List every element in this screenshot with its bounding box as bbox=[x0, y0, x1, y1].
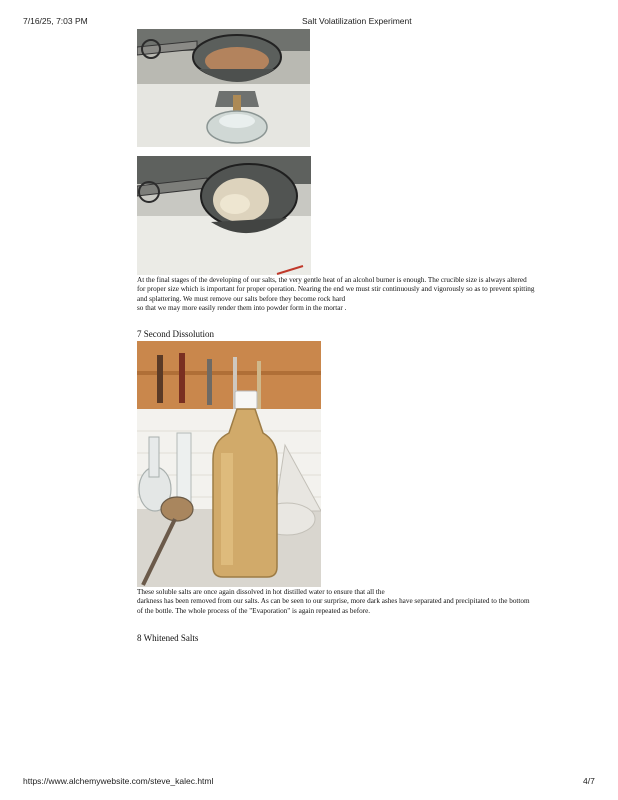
paragraph-soluble-salts bbox=[137, 588, 592, 616]
photo-crucible-on-burner bbox=[137, 29, 310, 147]
paragraph-line: and splattering. We must remove our salts before they become rock hard bbox=[137, 294, 346, 303]
paragraph-final-stages bbox=[137, 276, 592, 313]
print-datetime: 7/16/25, 7:03 PM bbox=[23, 16, 88, 26]
print-page-title: Salt Volatilization Experiment bbox=[302, 16, 412, 26]
paragraph-line: At the final stages of the developing of our salts, the very gentle heat of an alcohol burner is enough. The crucible size is always altered bbox=[137, 276, 527, 284]
print-page-number: 4/7 bbox=[583, 776, 595, 786]
section-heading-second-dissolution: 7 Second Dissolution bbox=[137, 329, 215, 339]
section-heading-whitened-salts: 8 Whitened Salts bbox=[137, 633, 199, 643]
photo-bottle-dissolved-salts bbox=[137, 341, 321, 587]
paragraph-line: of the bottle. The whole process of the "Evaporation" is again repeated as before. bbox=[137, 606, 371, 615]
paragraph-line: for proper size which is important for proper operation. Nearing the end we must stir continuously and vigorously so as to prevent spitting bbox=[137, 285, 535, 294]
paragraph-line: darkness has been removed from our salts. As can be seen to our surprise, more dark ashes have separated and precipitated to the bottom bbox=[137, 597, 530, 606]
paragraph-line: These soluble salts are once again dissolved in hot distilled water to ensure that all the bbox=[137, 588, 385, 596]
paragraph-line: so that we may more easily render them into powder form in the mortar . bbox=[137, 303, 347, 312]
print-page-url: https://www.alchemywebsite.com/steve_kalec.html bbox=[23, 776, 214, 786]
photo-salts-in-crucible bbox=[137, 156, 311, 275]
